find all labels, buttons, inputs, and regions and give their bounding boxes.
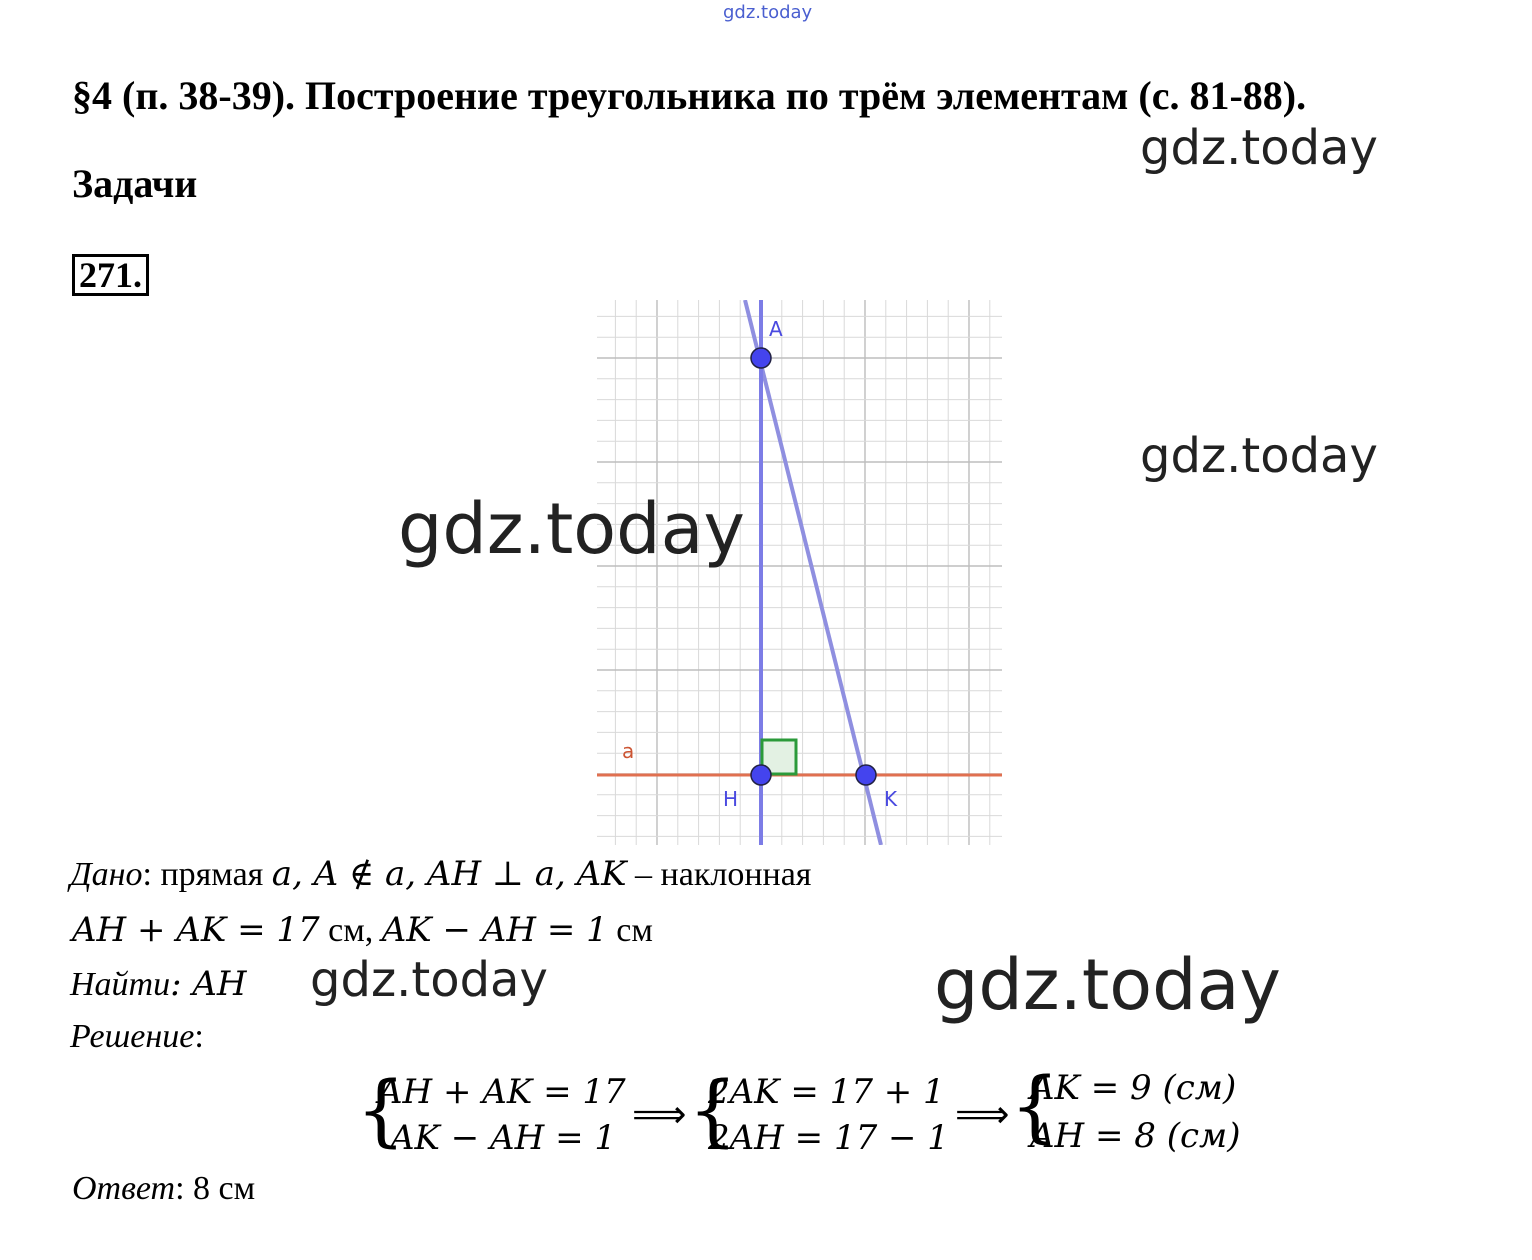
given-suffix: – наклонная [626,856,812,893]
system-2-line-1: 2AK = 17 + 1 [708,1072,945,1112]
answer-value: : 8 см [175,1170,256,1207]
given-eq-2: AK − AH = 1 [381,910,608,950]
given-line [70,854,811,894]
system-3-line-1: AK = 9 (см) [1030,1068,1237,1108]
point-a [751,348,771,368]
system-1-brace: { [356,1066,406,1156]
label-h: H [723,787,739,811]
grid [597,300,1002,845]
given-label: Дано [70,856,143,893]
system-2-line-2: 2AH = 17 − 1 [708,1118,949,1158]
label-line-a: a [622,739,635,763]
watermark-2: gdz.today [1140,428,1378,484]
page-title: §4 (п. 38-39). Построение треугольника по трём элементам (с. 81-88). [72,73,1307,118]
solution-label: Решение [70,1018,195,1055]
watermark-top: gdz.today [723,2,813,23]
given-unit-2: см [607,912,653,949]
label-k: K [884,787,898,811]
answer-line [72,1170,255,1208]
given-equations [72,910,653,950]
watermark-3: gdz.today [398,488,745,570]
system-1-line-2: AK − AH = 1 [390,1118,616,1158]
given-math: a, A ∉ a, AH ⊥ a, AK [271,854,627,894]
find-value: : AH [170,964,247,1004]
given-eq-1: AH + AK = 17 [72,910,320,950]
point-k [856,765,876,785]
given-prefix: : прямая [142,856,272,893]
solution-colon: : [194,1018,204,1055]
find-line [70,964,247,1004]
system-2-brace: { [688,1066,738,1156]
watermark-4: gdz.today [310,952,548,1008]
implies-arrow-1: ⟹ [632,1092,687,1136]
section-subtitle: Задачи [72,161,198,206]
find-label: Найти [70,966,171,1003]
implies-arrow-2: ⟹ [955,1092,1010,1136]
watermark-5: gdz.today [934,944,1281,1026]
system-3-brace: { [1010,1062,1060,1152]
system-1-line-1: AH + AK = 17 [378,1072,626,1112]
point-h [751,765,771,785]
given-unit-1: см, [319,912,382,949]
geometry-figure [597,300,1002,845]
system-3-line-2: AH = 8 (см) [1030,1116,1241,1156]
solution-line [70,1018,204,1056]
answer-label: Ответ [72,1170,176,1207]
task-number-box: 271. [72,254,149,296]
watermark-1: gdz.today [1140,120,1378,176]
label-a: A [769,317,783,341]
